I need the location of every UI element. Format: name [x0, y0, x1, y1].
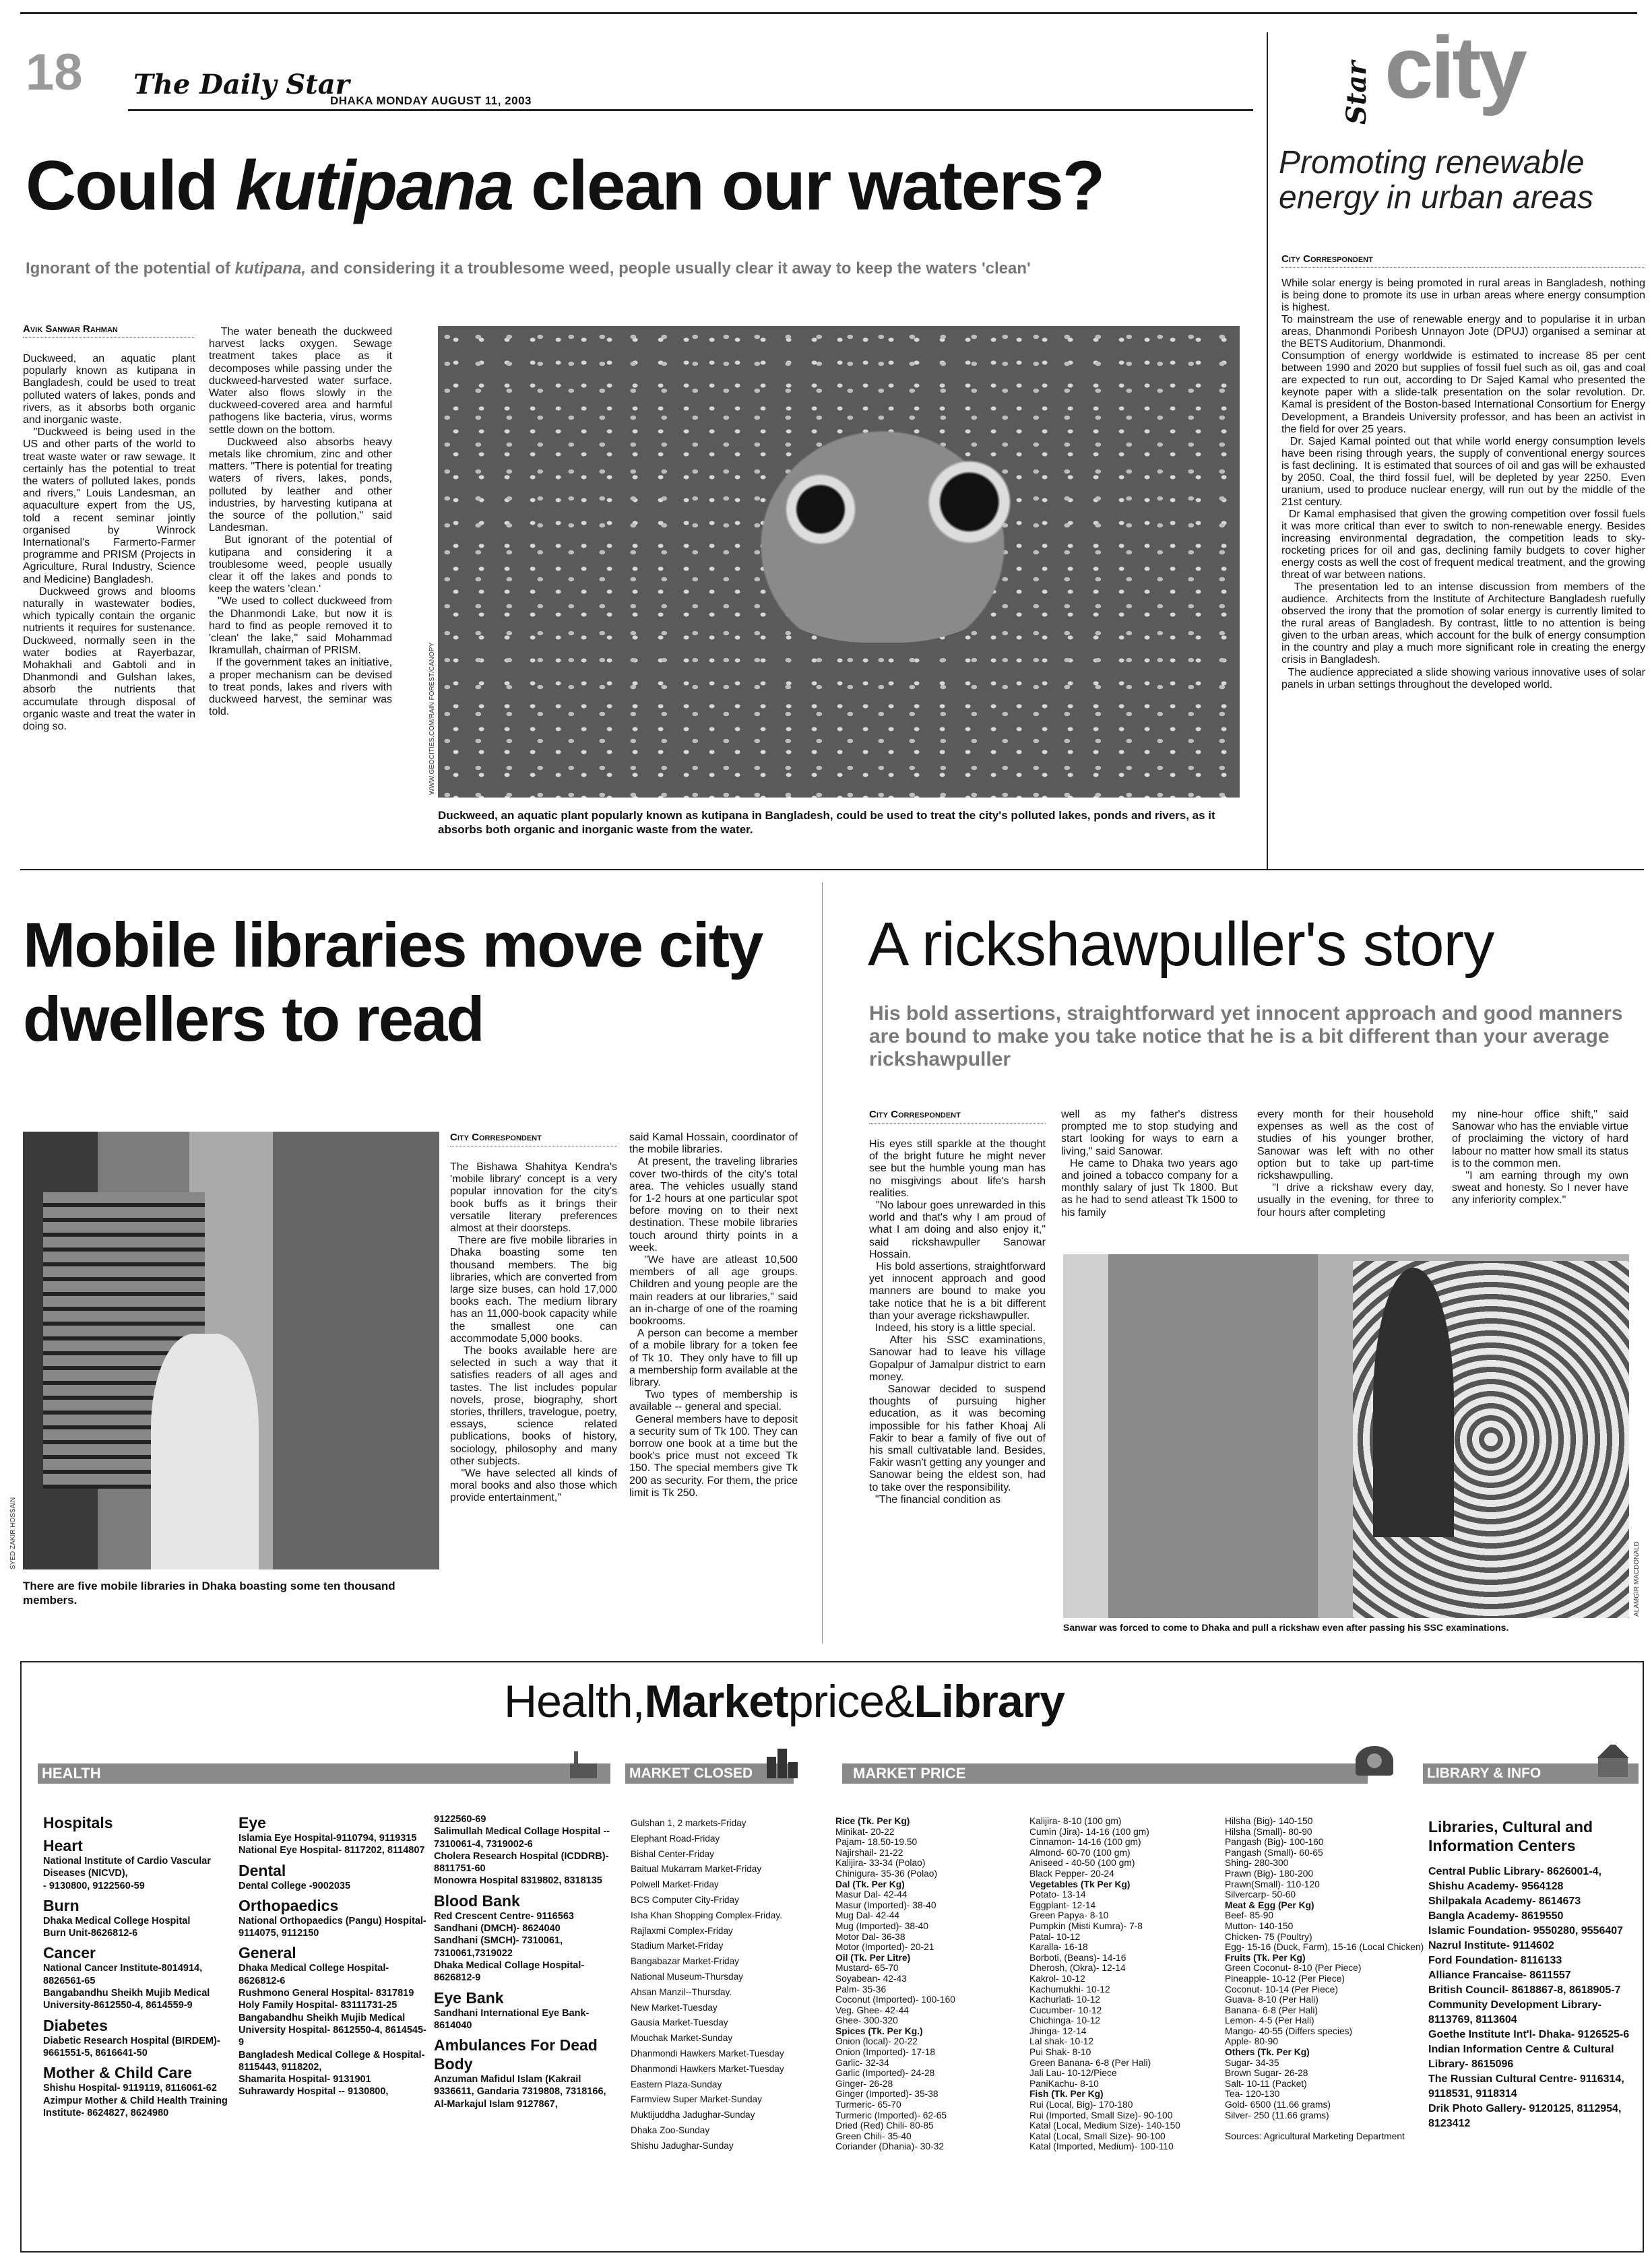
story4-body-col4: my nine-hour office shift," said Sanowar who has the enviable virtue of proclaiming the victory of hard labour no matter how small its status is to the common men. "I am earning through my own sweat and honesty. So I never have any inferiority complex." [1452, 1109, 1629, 1206]
market-closed-item: Shishu Jadughar-Sunday [631, 2140, 734, 2151]
health-section-heading: Hospitals [43, 1814, 113, 1832]
market-closed-item: Rajlaxmi Complex-Friday [631, 1925, 733, 1936]
library-entry: British Council- 8618867-8, 8618905-7 [1428, 1984, 1621, 1996]
star-logo: Star [1341, 61, 1372, 125]
price-col3 [1225, 1816, 1424, 2141]
price-item: Rui (Local, Big)- 170-180 [1029, 2100, 1133, 2110]
price-item: Garlic (Imported)- 24-28 [835, 2068, 935, 2079]
market-closed-list [631, 1816, 806, 2154]
frog-eyes [728, 400, 1038, 643]
price-item: Patal- 10-12 [1029, 1931, 1081, 1942]
price-item: Coconut (Imported)- 100-160 [835, 1995, 955, 2005]
market-closed-item: Dhanmondi Hawkers Market-Tuesday [631, 2048, 784, 2059]
health-section-entries: National Cancer Institute-8014914, 8826561-65 Bangabandhu Sheikh Mujib Medical University-8612550-4, 8614559-9 [43, 1963, 210, 2011]
price-item: Almond- 60-70 (100 gm) [1029, 1847, 1131, 1858]
price-item: Dherosh, (Okra)- 12-14 [1029, 1963, 1126, 1974]
price-item: Prawn (Big)- 180-200 [1225, 1868, 1314, 1879]
market-closed-item: Polwell Market-Friday [631, 1879, 719, 1890]
page-number: 18 [26, 44, 83, 101]
price-item: Chichinga- 10-12 [1029, 2015, 1101, 2026]
price-item: Hilsha (Big)- 140-150 [1225, 1816, 1313, 1826]
library-header: LIBRARY & INFO [1423, 1763, 1639, 1784]
price-item: Shing- 280-300 [1225, 1858, 1289, 1869]
price-item: Brown Sugar- 26-28 [1225, 2068, 1308, 2079]
health-col3 [434, 1813, 623, 2110]
market-closed-item: Isha Khan Shopping Complex-Friday. [631, 1910, 782, 1920]
price-item: Pangash (Small)- 60-65 [1225, 1847, 1323, 1858]
price-category-heading: Dal (Tk. Per Kg) [835, 1879, 905, 1889]
price-category-heading: Fish (Tk. Per Kg) [1029, 2089, 1104, 2100]
price-item: Tea- 120-130 [1225, 2089, 1280, 2100]
price-item: Kalijira- 8-10 (100 gm) [1029, 1816, 1122, 1826]
story4-col4 [1452, 1109, 1628, 1207]
price-item: Pumpkin (Misti Kumra)- 7-8 [1029, 1920, 1143, 1931]
top-rule [20, 12, 1637, 14]
health-section-heading: Dental [239, 1861, 286, 1879]
health-section-heading: Heart [43, 1837, 83, 1854]
price-item: Salt- 10-11 (Packet) [1225, 2078, 1307, 2089]
story1-col2 [209, 326, 392, 719]
price-item: Motor Dal- 36-38 [835, 1931, 906, 1942]
story3-body-col2: said Kamal Hossain, coordinator of the mobile libraries. At present, the traveling libraries cover two-thirds of the city's total area. The vehicles usually stand for 1-2 hours at one particular spot before moving on to their next destination. These mobile libraries touch around thirty points in a week. "We have are atleast 10,500 members of all age groups. Children and young people are the main readers at our libraries," said an in-charge of one of the roaming bookrooms. A person can become a member of a mobile library for a token fee of Tk 10. They only have to fill up a membership form available at the library. Two types of membership is available -- general and special. General members have to deposit a security sum of Tk 100. They can borrow one book at a time but the book's price must not exceed Tk 150. The special members give Tk 200 as security. For them, the price limit is Tk 250. [629, 1132, 798, 1499]
price-item: Katal (Local, Medium Size)- 140-150 [1029, 2120, 1180, 2131]
story3-headline: Mobile libraries move city dwellers to read [23, 909, 763, 1054]
price-item: Coconut- 10-14 (Per Piece) [1225, 1984, 1338, 1995]
price-item: Najirshail- 21-22 [835, 1847, 903, 1858]
story2-byline: City Correspondent [1281, 253, 1645, 268]
story3-caption: There are five mobile libraries in Dhaka boasting some ten thousand members. [23, 1580, 395, 1607]
price-item: Kachumukhi- 10-12 [1029, 1984, 1110, 1995]
library-entry: Goethe Institute Int'l- Dhaka- 9126525-6 [1428, 2029, 1630, 2040]
price-item: Coriander (Dhania)- 30-32 [835, 2141, 945, 2152]
health-section-heading: Ambulances For Dead Body [434, 2036, 598, 2073]
price-item: Green Coconut- 8-10 (Per Piece) [1225, 1963, 1362, 1974]
paper-name: The Daily Star [133, 69, 350, 100]
library-entry: Bangla Academy- 8619550 [1428, 1910, 1564, 1922]
health-section-entries: National Institute of Cardio Vascular Diseases (NICVD), - 9130800, 9122560-59 [43, 1856, 211, 1891]
library-entry: Nazrul Institute- 9114602 [1428, 1940, 1554, 1951]
market-closed-item: Mouchak Market-Sunday [631, 2033, 733, 2044]
health-section-heading: Blood Bank [434, 1891, 520, 1910]
health-section-heading: General [239, 1944, 296, 1962]
price-item: Garlic- 32-34 [835, 2057, 889, 2068]
health-section-entries: Sandhani International Eye Bank- 8614040 [434, 2007, 592, 2031]
price-item: Ginger (Imported)- 35-38 [835, 2089, 939, 2100]
price-item: Banana- 6-8 (Per Hali) [1225, 2005, 1319, 2015]
library-column [1428, 1817, 1630, 2131]
price-item: Turmeric- 65-70 [835, 2100, 901, 2110]
price-item: Chinigura- 35-36 (Polao) [835, 1868, 938, 1879]
market-closed-item: Elephant Road-Friday [631, 1833, 720, 1844]
price-item: Masur Dal- 42-44 [835, 1889, 908, 1900]
price-item: Mustard- 65-70 [835, 1963, 899, 1974]
market-closed-header: MARKET CLOSED [625, 1763, 794, 1784]
price-item: Onion (Imported)- 17-18 [835, 2047, 935, 2058]
price-item: Guava- 8-10 (Per Hali) [1225, 1995, 1319, 2005]
price-item: Ginger- 26-28 [835, 2078, 893, 2089]
market-price-header: MARKET PRICE [842, 1763, 1368, 1784]
health-section-entries: Dhaka Medical College Hospital Burn Unit-8626812-6 [43, 1915, 191, 1939]
middle-rule [20, 869, 1644, 870]
health-section-entries: Diabetic Research Hospital (BIRDEM)- 9661551-5, 8616641-50 [43, 2035, 223, 2059]
market-closed-item: Baitual Mukarram Market-Friday [631, 1864, 762, 1875]
story4-byline: City Correspondent [869, 1109, 1046, 1124]
health-section-entries: Red Crescent Centre- 9116563 Sandhani (DMCH)- 8624040 Sandhani (SMCH)- 7310061, 7310061,7319022 Dhaka Medical Collage Hospital- 8626812-9 [434, 1910, 585, 1984]
health-section-heading: Cancer [43, 1944, 96, 1962]
story2-headline: Promoting renewable energy in urban areas [1279, 145, 1593, 216]
price-item: Masur (Imported)- 38-40 [835, 1900, 936, 1910]
market-closed-item: Muktijuddha Jadughar-Sunday [631, 2110, 755, 2120]
library-entry: Ford Foundation- 8116133 [1428, 1955, 1562, 1966]
library-entry: Islamic Foundation- 9550280, 9556407 [1428, 1925, 1624, 1937]
story4-photo-credit: ALAMGIR MACDONALD [1633, 1541, 1641, 1617]
price-item: Mango- 40-55 (Differs species) [1225, 2026, 1353, 2036]
price-item: Motor (Imported)- 20-21 [835, 1942, 934, 1953]
story3-col2 [629, 1132, 798, 1499]
price-category-heading: Rice (Tk. Per Kg) [835, 1816, 910, 1826]
price-item [1225, 2120, 1420, 2131]
price-item: Ghee- 300-320 [835, 2015, 898, 2026]
market-closed-item: Gausia Market-Tuesday [631, 2017, 728, 2028]
story1-caption: Duckweed, an aquatic plant popularly known as kutipana in Bangladesh, could be used to treat the city's polluted lakes, ponds and rivers, as it absorbs both organic and inorganic waste from the water. [438, 809, 1215, 836]
story1-headline: Could kutipana clean our waters? [26, 147, 1104, 225]
price-item: Sources: Agricultural Marketing Department [1225, 2131, 1405, 2141]
market-closed-item: Eastern Plaza-Sunday [631, 2079, 722, 2089]
library-entry: Community Development Library- 8113769, 8113604 [1428, 1999, 1601, 2026]
price-item: Chicken- 75 (Poultry) [1225, 1931, 1312, 1942]
price-item: Lal shak- 10-12 [1029, 2036, 1094, 2047]
story4-body-col3: every month for their household expenses as well as the cost of studies of his younger brother, Sanowar was left with no other option but to take up part-time rickshawpulling. "I drive a rickshaw every day, usually in the evening, for three to four hours after completing [1257, 1109, 1434, 1219]
price-category-heading: Spices (Tk. Per Kg.) [835, 2026, 923, 2036]
dateline: DHAKA MONDAY AUGUST 11, 2003 [330, 94, 532, 107]
story4-headline: A rickshawpuller's story [868, 910, 1494, 979]
health-section-entries: Shishu Hospital- 9119119, 8116061-62 Azimpur Mother & Child Health Training Institute- 8624827, 8624980 [43, 2083, 228, 2118]
story4-deck: His bold assertions, straightforward yet innocent approach and good manners are bound to make you take notice that he is a bit different than your average rickshawpuller [869, 1002, 1623, 1070]
story4-caption: Sanwar was forced to come to Dhaka and pull a rickshaw even after passing his SSC examinations. [1063, 1622, 1509, 1633]
price-item: Mug Dal- 42-44 [835, 1910, 900, 1921]
price-item: Prawn(Small)- 110-120 [1225, 1879, 1320, 1889]
price-item: Kalijira- 33-34 (Polao) [835, 1858, 926, 1869]
price-item: Eggplant- 12-14 [1029, 1900, 1096, 1910]
story1-photo-credit: WWW.GEOCITIES.COM/RAIN FOREST/CANOPY [428, 642, 436, 795]
story4-col1 [869, 1109, 1046, 1506]
story2-text [1281, 253, 1645, 691]
price-item: Cinnamon- 14-16 (100 gm) [1029, 1837, 1141, 1848]
price-category-heading: Others (Tk. Per Kg) [1225, 2047, 1310, 2058]
health-section-heading: Eye Bank [434, 1988, 504, 2007]
health-section-entries: National Orthopaedics (Pangu) Hospital- 9114075, 9112150 [239, 1915, 429, 1939]
price-item: Pineapple- 10-12 (Per Piece) [1225, 1973, 1345, 1984]
library-entry: Alliance Francaise- 8611557 [1428, 1970, 1571, 1981]
rickshawpuller-figure [1373, 1268, 1454, 1537]
story3-body-col1: The Bishawa Shahitya Kendra's 'mobile library' concept is a very popular innovation for the city's book buffs as it brings their versatile literary preferences almost at their doorsteps. There are five mobile libraries in Dhaka boasting some ten thousand members. The big libraries, which are converted from large size buses, can hold 17,000 books each. The medium library has an 11,000-book capacity while the smallest one can accommodate 5,000 books. The books available here are selected in such a way that it satisfies readers of all ages and tastes. The list includes popular novels, prose, biography, short stories, thrillers, travelogue, poetry, essays, science related publications, books of history, sociology, philosophy and many other subjects. "We have selected all kinds of moral books and also those which provide entertainment," [450, 1161, 618, 1504]
market-closed-item: Dhaka Zoo-Sunday [631, 2125, 710, 2135]
price-item: Palm- 35-36 [835, 1984, 887, 1995]
price-item: Borboti, (Beans)- 14-16 [1029, 1952, 1126, 1963]
city-buildings-icon [767, 1749, 798, 1778]
column-divider-middle [822, 882, 823, 1644]
market-closed-item: BCS Computer City-Friday [631, 1894, 739, 1905]
health-section-heading: Diabetes [43, 2016, 108, 2034]
library-list [1428, 1865, 1630, 2131]
story2-body: While solar energy is being promoted in rural areas in Bangladesh, nothing is being done to promote its use in urban areas where energy consumption is highest. To mainstream the use of renewable energy and to popularise it in urban areas, Dhanmondi Poribesh Unnayon Jote (DPUJ) organised a seminar at the BETS Auditorium, Dhanmondi. Consumption of energy worldwide is estimated to increase 85 per cent between 1990 and 2020 but supplies of fossil fuel such as oil, gas and coal are expected to run out, according to Dr Sajed Kamal who presented the keynote paper with a slide-talk presentation on the solar revolution. Dr. Kamal is president of the Boston-based International Consortium for Energy Development, a Brandeis University professor, and has been an activist in the field for over 25 years. Dr. Sajed Kamal pointed out that while world energy consumption levels have been rising through years, the supply of conventional energy sources is fast declining. It is estimated that sources of oil and gas will be exhausted by 2050. Coal, the third fossil fuel, will be depleted by year 2250. Even uranium, used to produce nuclear energy, will run out by the middle of the 21st century. Dr Kamal emphasised that given the growing competition over fossil fuels it was more critical than ever to switch to non-renewable energy. Besides increasing environmental degradation, the competition leads to sky-rocketing prices for oil and gas, declining family budgets to cover higher energy costs as well the cost of frequent medical treatment, and the growing threat of war between nations. The presentation led to an intense discussion from members of the audience. Architects from the Institute of Architecture Bangladesh ruefully observed the irony that the promotion of solar energy is currently limited to the rural areas of Bangladesh. By contrast, little to no attention is being given to the urban areas, which account for the bulk of energy consumption in the country and play a much more significant role in creating the energy crisis in Bangladesh. The audience appreciated a slide showing various innovative uses of solar panels in urban settings throughout the developed world. [1281, 278, 1646, 690]
listings-title: Health,Marketprice&Library [504, 1676, 1065, 1727]
market-closed-item: Gulshan 1, 2 markets-Friday [631, 1818, 746, 1828]
mobile-library-photo [23, 1132, 439, 1569]
price-item: Jali Lau- 10-12/Piece [1029, 2068, 1117, 2079]
library-entry: The Russian Cultural Centre- 9116314, 9118531, 9118314 [1428, 2073, 1624, 2100]
rickshawpuller-photo [1063, 1254, 1629, 1618]
health-section-entries: Dental College -9002035 [239, 1880, 351, 1891]
market-closed-item: New Market-Tuesday [631, 2002, 718, 2013]
story4-body-col1: His eyes still sparkle at the thought of the bright future he might never see but the humble young man has no misgivings about life's harsh realities. "No labour goes unrewarded in this world and that's why I am proud of what I am doing and also enjoy it," said rickshawpuller Sanowar Hossain. His bold assertions, straightforward yet innocent approach and good manners are bound to make you take notice that he is a bit different than your average rickshawpuller. Indeed, his story is a little special. After his SSC examinations, Sanowar had to leave his village Gopalpur of Jamalpur district to earn money. Sanowar decided to suspend thoughts of pursuing higher education, as it was becoming impossible for his father Khoaj Ali Fakir to bear a family of five out of his small cultivatable land. Besides, Fakir wasn't getting any younger and Sanowar being the eldest son, had to take over the responsibility. "The financial condition as [869, 1138, 1046, 1505]
story3-byline: City Correspondent [450, 1132, 617, 1146]
price-item: Lemon- 4-5 (Per Hali) [1225, 2015, 1314, 2026]
price-category-heading: Fruits (Tk. Per Kg) [1225, 1952, 1306, 1963]
library-entry: Central Public Library- 8626001-4, Shishu Academy- 9564128 [1428, 1866, 1601, 1892]
price-item: Kakrol- 10-12 [1029, 1973, 1085, 1984]
price-item: Hilsha (Small)- 80-90 [1225, 1826, 1312, 1837]
health-section-heading: Mother & Child Care [43, 2064, 193, 2082]
market-closed-item: Farmview Super Market-Sunday [631, 2094, 762, 2105]
column-divider-right [1267, 32, 1268, 869]
health-section-heading: Burn [43, 1896, 80, 1914]
price-item: Green Banana- 6-8 (Per Hali) [1029, 2057, 1151, 2068]
price-item: Potato- 13-14 [1029, 1889, 1086, 1900]
section-name: city [1385, 18, 1525, 117]
price-item: Sugar- 34-35 [1225, 2057, 1279, 2068]
price-item: Karalla- 16-18 [1029, 1942, 1088, 1953]
market-closed-item: Bangabazar Market-Friday [631, 1956, 739, 1967]
market-closed-item: National Museum-Thursday [631, 1971, 743, 1982]
price-item: Soyabean- 42-43 [835, 1973, 907, 1984]
health-section-heading: Orthopaedics [239, 1896, 339, 1914]
price-category-heading: Vegetables (Tk Per Kg) [1029, 1879, 1131, 1889]
duckweed-frog-photo [438, 326, 1240, 798]
market-closed-item: Ahsan Manzil--Thursday. [631, 1986, 732, 1997]
price-item: Dried (Red) Chili- 80-85 [835, 2120, 934, 2131]
price-item: Cumin (Jira)- 14-16 (100 gm) [1029, 1826, 1149, 1837]
price-col1 [835, 1816, 1024, 2152]
price-item: Silver- 250 (11.66 grams) [1225, 2110, 1329, 2120]
price-item: Beef- 85-90 [1225, 1910, 1274, 1921]
health-section-heading: Eye [239, 1814, 266, 1832]
reader-figure [151, 1334, 259, 1569]
library-entry: Shilpakala Academy- 8614673 [1428, 1896, 1581, 1907]
story4-body-col2: well as my father's distress prompted me to stop studying and start looking for ways to earn a living," said Sanowar. He came to Dhaka two years ago and joined a tobacco company for a monthly salary of just Tk 1800. But as he had to send atleast Tk 1500 to his family [1061, 1109, 1238, 1219]
price-item: Rui (Imported, Small Size)- 90-100 [1029, 2110, 1173, 2120]
price-item: Veg. Ghee- 42-44 [835, 2005, 909, 2015]
price-item: Egg- 15-16 (Duck, Farm), 15-16 (Local Chicken) [1225, 1942, 1424, 1953]
library-entry: Indian Information Centre & Cultural Library- 8615096 [1428, 2044, 1614, 2070]
library-entry: Drik Photo Gallery- 9120125, 8112954, 8123412 [1428, 2103, 1622, 2129]
price-item: Kachurlati- 10-12 [1029, 1995, 1101, 2005]
health-section-entries: Dhaka Medical College Hospital- 8626812-6 Rushmono General Hospital- 8317819 Holy Family Hospital- 83111731-25 Bangabandhu Sheikh Mujib Medical University Hospital- 8612550-4, 8614545-9 Bangladesh Medical College & Hospital- 8115443, 9118202, Shamarita Hospital- 9131901 Suhrawardy Hospital -- 9130800, [239, 1963, 426, 2098]
price-item: Apple- 80-90 [1225, 2036, 1279, 2047]
price-item: Black Pepper- 20-24 [1029, 1868, 1114, 1879]
price-item: Katal (Local, Small Size)- 90-100 [1029, 2131, 1166, 2141]
health-section-entries: 9122560-69 Salimullah Medical Collage Hospital -- 7310061-4, 7319002-6 Cholera Research Hospital (ICDDRB)- 8811751-60 Monowra Hospital 8319802, 8318135 [434, 1814, 610, 1887]
health-header: HEALTH [38, 1763, 610, 1784]
story4-col2 [1061, 1109, 1238, 1219]
price-item: Minikat- 20-22 [835, 1826, 895, 1837]
price-item: PaniKachu- 8-10 [1029, 2078, 1099, 2089]
story3-col1 [450, 1132, 617, 1505]
price-category-heading: Meat & Egg (Per Kg) [1225, 1900, 1314, 1910]
price-item: Gold- 6500 (11.66 grams) [1225, 2100, 1331, 2110]
story1-deck: Ignorant of the potential of kutipana, and considering it a troublesome weed, people usually clear it away to keep the waters 'clean' [26, 259, 1031, 278]
story3-photo-credit: SYED ZAKIR HOSSAIN [9, 1497, 17, 1569]
price-item: Mutton- 140-150 [1225, 1920, 1294, 1931]
masthead-rule [128, 109, 1253, 111]
price-item: Onion (local)- 20-22 [835, 2036, 918, 2047]
price-item: Mug (Imported)- 38-40 [835, 1920, 929, 1931]
story1-byline: Avik Sanwar Rahman [23, 323, 195, 338]
price-item: Green Papya- 8-10 [1029, 1910, 1109, 1921]
vegetable-basket-icon [1356, 1746, 1393, 1776]
library-title: Libraries, Cultural and Information Centers [1428, 1818, 1593, 1854]
health-col2 [239, 1809, 427, 2098]
hospital-icon [570, 1751, 597, 1778]
health-section-entries: Islamia Eye Hospital-9110794, 9119315 National Eye Hospital- 8117202, 8114807 [239, 1833, 425, 1856]
health-col1 [43, 1809, 232, 2119]
price-item: Pajam- 18.50-19.50 [835, 1837, 918, 1848]
story4-col3 [1257, 1109, 1434, 1219]
story1-body-col1: Duckweed, an aquatic plant popularly known as kutipana in Bangladesh, could be used to treat polluted waters of lakes, ponds and rivers, as it absorbs both organic and inorganic waste. "Duckweed is being used in the US and other parts of the world to treat waste water or raw sewage. It certainly has the potential to treat the waters of polluted lakes, ponds and rivers," Louis Landesman, an aquaculture expert from the US, told a recent seminar jointly organised by Winrock International's Farmerto-Farmer programme and PRISM (Projects in Agriculture, Rural Industry, Science and Medicine) Bangladesh. Duckweed grows and blooms naturally in wastewater bodies, which typically contain the organic nutrients it requires for sustenance. Duckweed, normally seen in the water bodies at Rayerbazar, Mohakhali and Gabtoli and in Dhanmondi and Gulshan lakes, absorb the nutrients that accumulate through disposal of organic waste and treat the water in doing so. [23, 353, 196, 733]
library-building-icon [1595, 1745, 1630, 1777]
price-item: Green Chili- 35-40 [835, 2131, 912, 2141]
price-item: Aniseed - 40-50 (100 gm) [1029, 1858, 1135, 1869]
market-closed-item: Bishal Center-Friday [631, 1848, 714, 1859]
health-section-entries: Anzuman Mafidul Islam (Kakrail 9336611, Gandaria 7319808, 7318166, Al-Markajul Islam 9127867, [434, 2074, 606, 2110]
price-item: Silvercarp- 50-60 [1225, 1889, 1296, 1900]
story1-body-col2: The water beneath the duckweed harvest lacks oxygen. Sewage treatment takes place as it decomposes while passing under the duckweed-harvested water surface. Water also flows slowly in the duckweed-covered area and harmful pathogens like bacteria, virus, worms settle down on the bottom. Duckweed also absorbs heavy metals like chromium, zinc and other matters. "There is potential for treating waters of rivers, lakes, ponds, polluted by leather and other industries, by harvesting kutipana at the source of the pollution," said Landesman. But ignorant of the potential of kutipana and considering it a troublesome weed, people usually clear it off the lakes and ponds to keep the waters 'clean.' "We used to collect duckweed from the Dhanmondi Lake, but now it is hard to find as people removed it to 'clean' the lake," said Mohammad Ikramullah, chairman of PRISM. If the government takes an initiative, a proper mechanism can be devised to treat ponds, lakes and rivers with duckweed harvest, the seminar was told. [209, 326, 393, 718]
market-closed-item: Stadium Market-Friday [631, 1941, 724, 1951]
story1-col1 [23, 323, 195, 733]
price-col2 [1029, 1816, 1218, 2152]
price-item: Pangash (Big)- 100-160 [1225, 1837, 1324, 1848]
price-category-heading: Oil (Tk. Per Litre) [835, 1952, 911, 1963]
price-item: Pui Shak- 8-10 [1029, 2047, 1091, 2058]
price-item: Cucumber- 10-12 [1029, 2005, 1102, 2015]
price-item: Turmeric (Imported)- 62-65 [835, 2110, 947, 2120]
market-closed-item: Dhanmondi Hawkers Market-Tuesday [631, 2063, 784, 2074]
price-item: Katal (Imported, Medium)- 100-110 [1029, 2141, 1174, 2152]
price-item: Jhinga- 12-14 [1029, 2026, 1087, 2036]
